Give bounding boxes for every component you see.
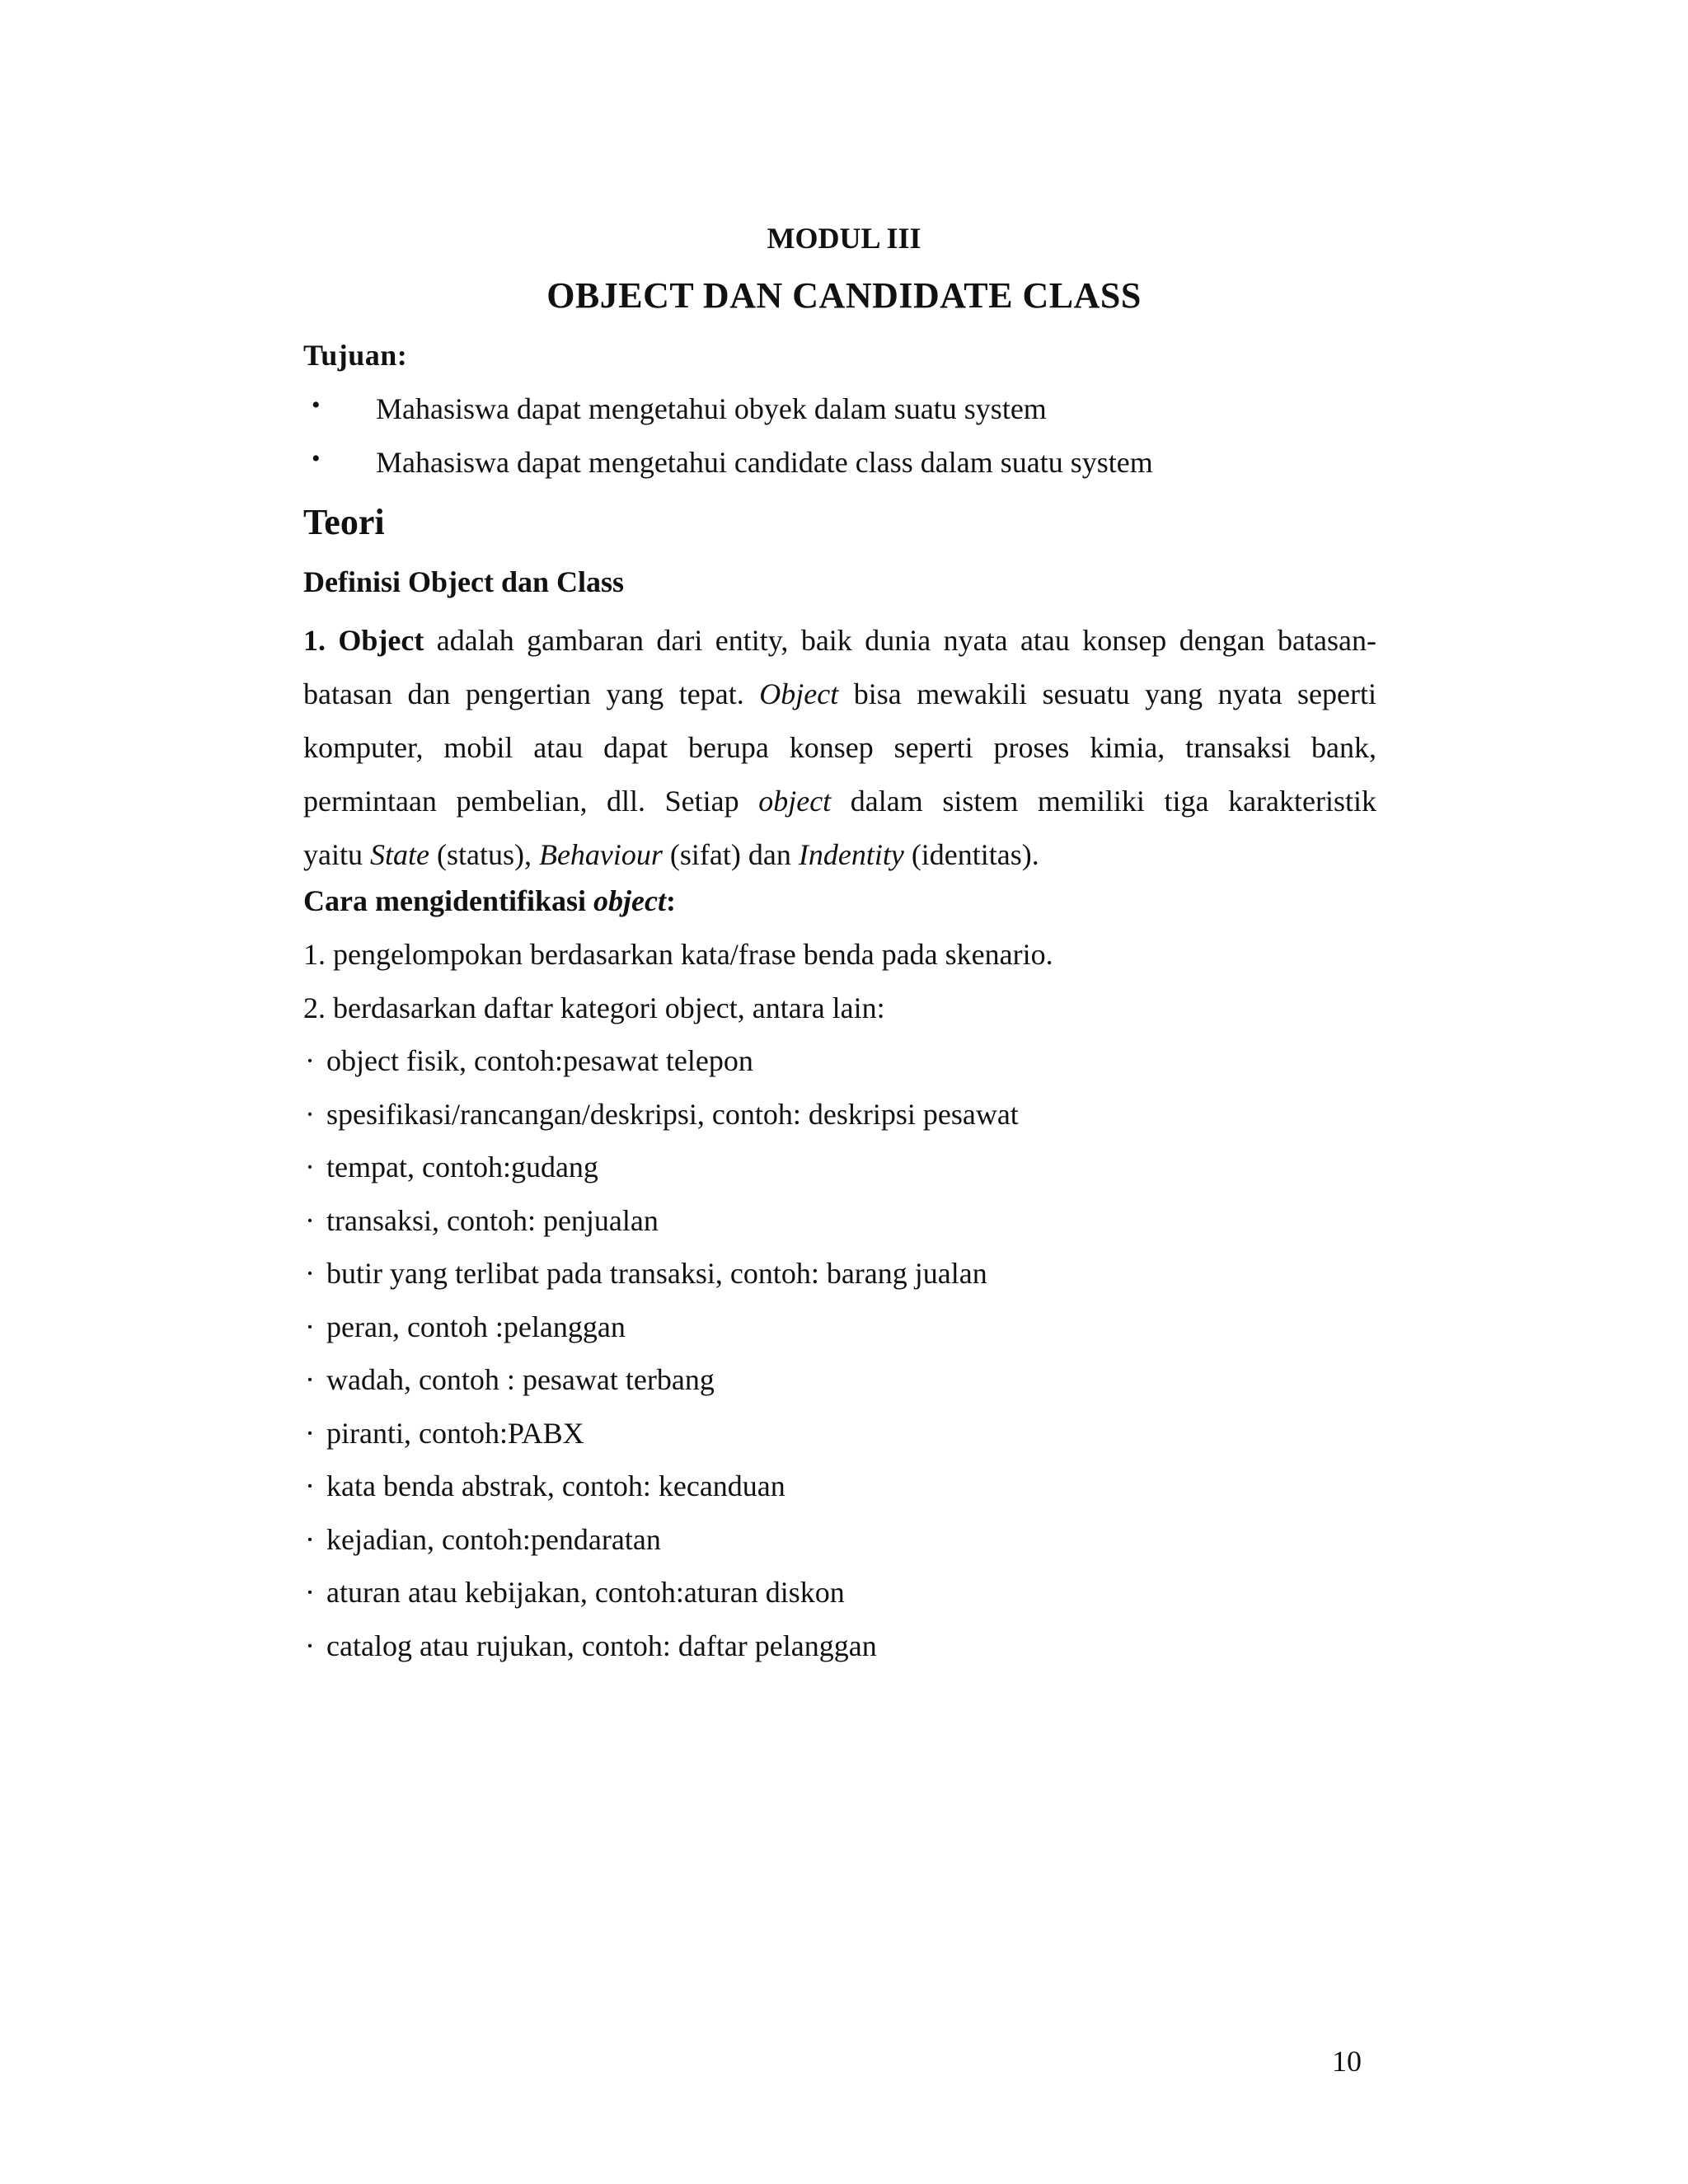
category-item-text: catalog atau rujukan, contoh: daftar pelanggan (326, 1629, 877, 1662)
definition-paragraph (303, 614, 1376, 882)
paragraph-text: adalah gambaran dari entity, baik dunia nyata atau konsep dengan batasan- (424, 624, 1376, 657)
cara-heading-colon: : (665, 884, 676, 917)
italic-term: Object (759, 677, 839, 710)
cara-heading (303, 883, 676, 918)
paragraph-text: dalam sistem memiliki tiga karakteristik (831, 785, 1376, 818)
paragraph-text: (identitas). (903, 838, 1039, 871)
page-number: 10 (1332, 2045, 1362, 2078)
category-item-text: kejadian, contoh:pendaratan (326, 1523, 661, 1556)
paragraph-text: bisa mewakili sesuatu yang nyata seperti (838, 677, 1377, 710)
bullet-icon: • (312, 391, 321, 419)
page-title: OBJECT DAN CANDIDATE CLASS (546, 275, 1142, 316)
paragraph-line (303, 828, 1376, 882)
category-item-text: piranti, contoh:PABX (326, 1417, 584, 1450)
step-2: 2. berdasarkan daftar kategori object, antara lain: (303, 991, 885, 1024)
cara-heading-text: Cara mengidentifikasi (303, 884, 594, 917)
object-term: 1. Object (303, 624, 424, 657)
step-1: 1. pengelompokan berdasarkan kata/frase benda pada skenario. (303, 938, 1053, 971)
middle-dot-icon: · (305, 1257, 315, 1290)
paragraph-text: batasan dan pengertian yang tepat. (303, 677, 760, 710)
middle-dot-icon: · (305, 1044, 315, 1077)
tujuan-heading: Tujuan: (303, 339, 408, 372)
paragraph-text: (sifat) dan (662, 838, 799, 871)
paragraph-text: (status), (429, 838, 539, 871)
category-item-text: object fisik, contoh:pesawat telepon (326, 1044, 753, 1077)
tujuan-bullet-text: Mahasiswa dapat mengetahui obyek dalam suatu system (376, 392, 1047, 425)
paragraph-text: komputer, mobil atau dapat berupa konsep seperti proses kimia, transaksi bank, (303, 731, 1376, 764)
category-item-text: transaksi, contoh: penjualan (326, 1204, 659, 1237)
paragraph-line (303, 721, 1376, 775)
italic-term: Behaviour (538, 838, 663, 871)
category-item-text: spesifikasi/rancangan/deskripsi, contoh: deskripsi pesawat (326, 1098, 1019, 1131)
category-item-text: kata benda abstrak, contoh: kecanduan (326, 1469, 785, 1502)
category-item-text: wadah, contoh : pesawat terbang (326, 1363, 715, 1396)
paragraph-line (303, 668, 1376, 721)
category-item-text: aturan atau kebijakan, contoh:aturan diskon (326, 1576, 845, 1609)
middle-dot-icon: · (305, 1576, 315, 1609)
bullet-icon: • (312, 445, 321, 472)
middle-dot-icon: · (305, 1310, 315, 1343)
middle-dot-icon: · (305, 1098, 315, 1131)
middle-dot-icon: · (305, 1363, 315, 1396)
category-item-text: butir yang terlibat pada transaksi, contoh: barang jualan (326, 1257, 987, 1290)
paragraph-text: yaitu (303, 838, 370, 871)
module-label: MODUL III (767, 222, 921, 255)
paragraph-line (303, 614, 1376, 668)
middle-dot-icon: · (305, 1629, 315, 1662)
paragraph-text: permintaan pembelian, dll. Setiap (303, 785, 759, 818)
tujuan-bullet-text: Mahasiswa dapat mengetahui candidate class dalam suatu system (376, 446, 1153, 479)
middle-dot-icon: · (305, 1417, 315, 1450)
middle-dot-icon: · (305, 1204, 315, 1237)
middle-dot-icon: · (305, 1523, 315, 1556)
middle-dot-icon: · (305, 1151, 315, 1183)
subsection-heading: Definisi Object dan Class (303, 565, 625, 598)
italic-term: State (369, 838, 429, 871)
category-item-text: tempat, contoh:gudang (326, 1151, 598, 1183)
cara-heading-italic: object (593, 884, 666, 917)
section-heading-teori: Teori (303, 502, 385, 542)
paragraph-line (303, 775, 1376, 828)
italic-term: Indentity (798, 838, 904, 871)
middle-dot-icon: · (305, 1469, 315, 1502)
category-item-text: peran, contoh :pelanggan (326, 1310, 626, 1343)
italic-term: object (758, 785, 832, 818)
